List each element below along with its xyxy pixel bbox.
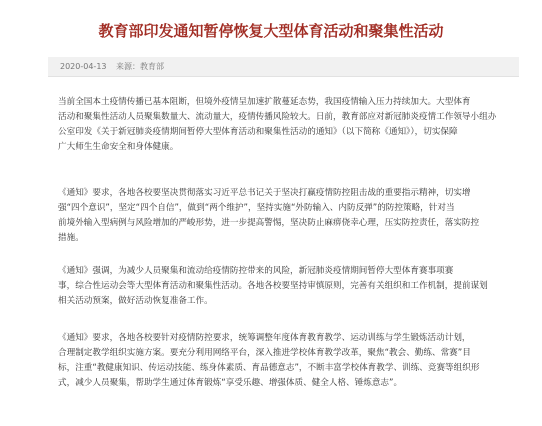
- article-paragraph-4: [58, 331, 504, 391]
- paragraph-line: 广大师生生命安全和身体健康。: [58, 142, 179, 152]
- article-source: 来源：教育部: [116, 62, 164, 71]
- paragraph-line: 当前全国本土疫情传播已基本阻断，但境外疫情呈加速扩散蔓延态势，我国疫情输入压力持续加大。大型体育: [58, 97, 471, 107]
- paragraph-line: 活动和聚集性活动人员聚集数量大、流动量大，疫情传播风险较大。日前，教育部应对新冠肺炎疫情工作领导小组办: [58, 112, 497, 122]
- article-paragraph-1: [58, 95, 504, 155]
- article-paragraph-3: [58, 264, 504, 309]
- article-title: 教育部印发通知暂停恢复大型体育活动和聚集性活动: [98, 22, 444, 40]
- paragraph-line: 合理制定教学组织实施方案。要充分利用网络平台，深入推进学校体育教学改革，聚焦“教会、勤练、常赛”目: [58, 348, 471, 358]
- paragraph-line: 《通知》要求，各地各校要坚决贯彻落实习近平总书记关于坚决打赢疫情防控阻击战的重要指示精神，切实增: [58, 188, 471, 198]
- paragraph-line: 相关活动预案，做好活动恢复准备工作。: [58, 296, 213, 306]
- paragraph-line: 强“四个意识”，坚定“四个自信”，做到“两个维护”，坚持实施“外防输入、内防反弹”的防控策略，针对当: [58, 203, 455, 213]
- paragraph-line: 措施。: [58, 233, 84, 243]
- paragraph-line: 《通知》强调，为减少人员聚集和流动给疫情防控带来的风险，新冠肺炎疫情期间暂停大型体育赛事项赛: [58, 266, 454, 276]
- paragraph-line: 《通知》要求，各地各校要针对疫情防控要求，统筹调整年度体育教育教学、运动训练与学生锻炼活动计划，: [58, 333, 471, 343]
- paragraph-line: 标，注重“教健康知识、传运动技能、练身体素质、育品德意志”，不断丰富学校体育教学、训练、竞赛等组织形: [58, 363, 480, 373]
- paragraph-line: 事，综合性运动会等大型体育活动和聚集性活动。各地各校要坚持审慎原则，完善有关组织和工作机制，提前谋划: [58, 281, 488, 291]
- publish-date: 2020-04-13: [60, 62, 107, 71]
- article-meta-bar: [48, 57, 519, 77]
- article-paragraph-2: [58, 186, 504, 246]
- paragraph-line: 公室印发《关于新冠肺炎疫情期间暂停大型体育活动和聚集性活动的通知》（以下简称《通知》），切实保障: [58, 127, 458, 137]
- paragraph-line: 前境外输入型病例与风险增加的严峻形势，进一步提高警惕，坚决防止麻痹侥幸心理，压实防控责任，落实防控: [58, 218, 480, 228]
- paragraph-line: 式，减少人员聚集，帮助学生通过体育锻炼“享受乐趣、增强体质、健全人格、锤炼意志”。: [58, 378, 403, 388]
